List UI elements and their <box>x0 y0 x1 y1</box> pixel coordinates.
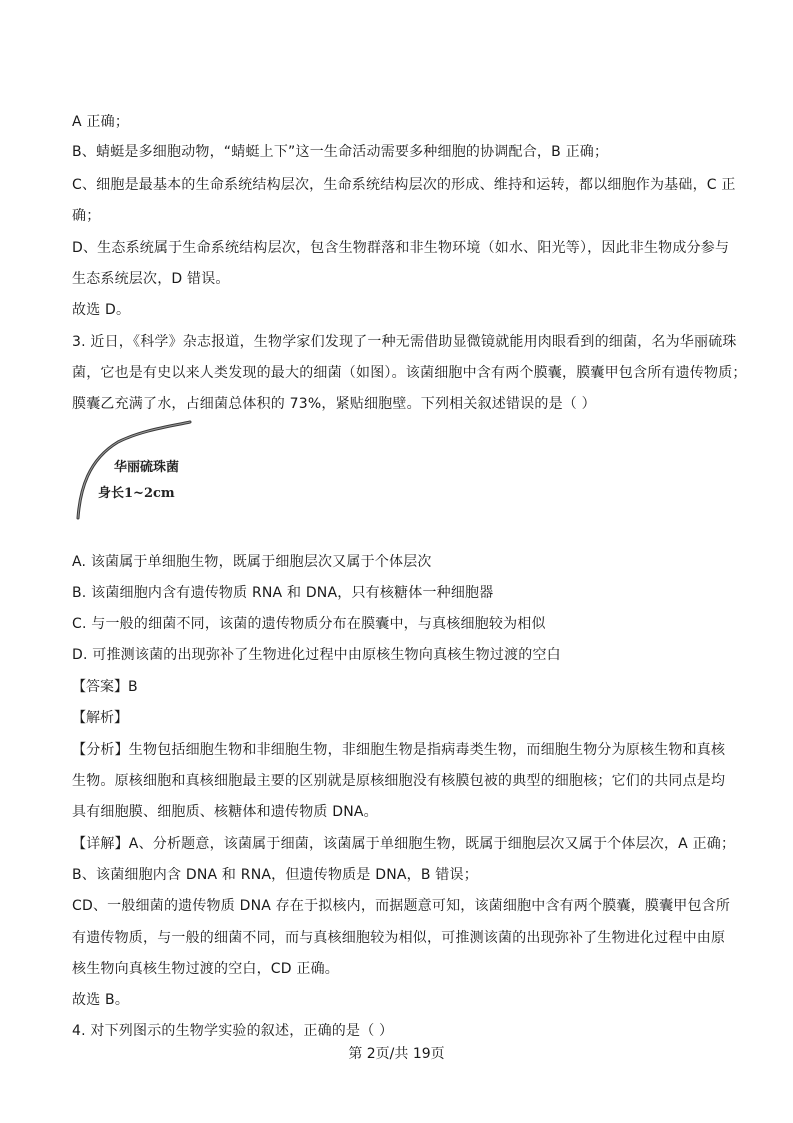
text-line: 生态系统层次，D 错误。 <box>72 271 230 287</box>
page-footer: 第 2页/共 19页 <box>348 1046 445 1062</box>
detail-text: 核生物向真核生物过渡的空白，CD 正确。 <box>72 961 340 977</box>
bacterium-illustration <box>72 420 212 530</box>
analysis-text: 【分析】生物包括细胞生物和非细胞生物，非细胞生物是指病毒类生物，而细胞生物分为原核生物和真核 <box>72 742 726 758</box>
detail-text: CD、一般细菌的遗传物质 DNA 存在于拟核内，而据题意可知，该菌细胞中含有两个膜囊，膜囊甲包含所 <box>72 898 731 914</box>
text-line: 确； <box>72 208 101 224</box>
text-line: B、蜻蜓是多细胞动物，“蜻蜓上下”这一生命活动需要多种细胞的协调配合，B 正确； <box>72 144 609 160</box>
answer-heading: 【答案】B <box>72 679 138 695</box>
analysis-heading: 【解析】 <box>72 710 128 726</box>
analysis-text: 具有细胞膜、细胞质、核糖体和遗传物质 DNA。 <box>72 804 378 820</box>
text-line: 故选 D。 <box>72 302 131 318</box>
detail-text: 有遗传物质，与一般的细菌不同，而与真核细胞较为相似，可推测该菌的出现弥补了生物进化过程中由原 <box>72 930 726 946</box>
option-b: B. 该菌细胞内含有遗传物质 RNA 和 DNA，只有核糖体一种细胞器 <box>72 585 494 601</box>
question-3-stem: 菌，它也是有史以来人类发现的最大的细菌（如图）。该菌细胞中含有两个膜囊，膜囊甲包含所有遗传物质； <box>72 365 747 381</box>
figure-name-label: 华丽硫珠菌 <box>114 460 180 475</box>
detail-text: 【详解】A、分析题意，该菌属于细菌，该菌属于单细胞生物，既属于细胞层次又属于个体层次，A 正确； <box>72 836 736 852</box>
question-3-stem: 膜囊乙充满了水，占细菌总体积的 73%，紧贴细胞壁。下列相关叙述错误的是（ ） <box>72 396 596 412</box>
option-d: D. 可推测该菌的出现弥补了生物进化过程中由原核生物向真核生物过渡的空白 <box>72 647 561 663</box>
bacterium-figure <box>72 420 212 530</box>
analysis-text: 生物。原核细胞和真核细胞最主要的区别就是原核细胞没有核膜包被的典型的细胞核；它们的共同点是均 <box>72 773 726 789</box>
detail-text: B、该菌细胞内含 DNA 和 RNA，但遗传物质是 DNA，B 错误； <box>72 867 478 883</box>
text-line: 故选 B。 <box>72 992 130 1008</box>
option-c: C. 与一般的细菌不同，该菌的遗传物质分布在膜囊中，与真核细胞较为相似 <box>72 616 546 632</box>
text-line: C、细胞是最基本的生命系统结构层次，生命系统结构层次的形成、维持和运转，都以细胞作为基础，C 正 <box>72 177 736 193</box>
text-line: D、生态系统属于生命系统结构层次，包含生物群落和非生物环境（如水、阳光等），因此非生物成分参与 <box>72 240 730 256</box>
option-a: A. 该菌属于单细胞生物，既属于细胞层次又属于个体层次 <box>72 554 432 570</box>
question-3-stem: 3. 近日，《科学》杂志报道，生物学家们发现了一种无需借助显微镜就能用肉眼看到的细菌，名为华丽硫珠 <box>72 334 737 350</box>
text-line: A 正确； <box>72 114 130 130</box>
figure-length-label: 身长1~2cm <box>98 486 175 501</box>
question-4-stem: 4. 对下列图示的生物学实验的叙述，正确的是（ ） <box>72 1023 394 1039</box>
